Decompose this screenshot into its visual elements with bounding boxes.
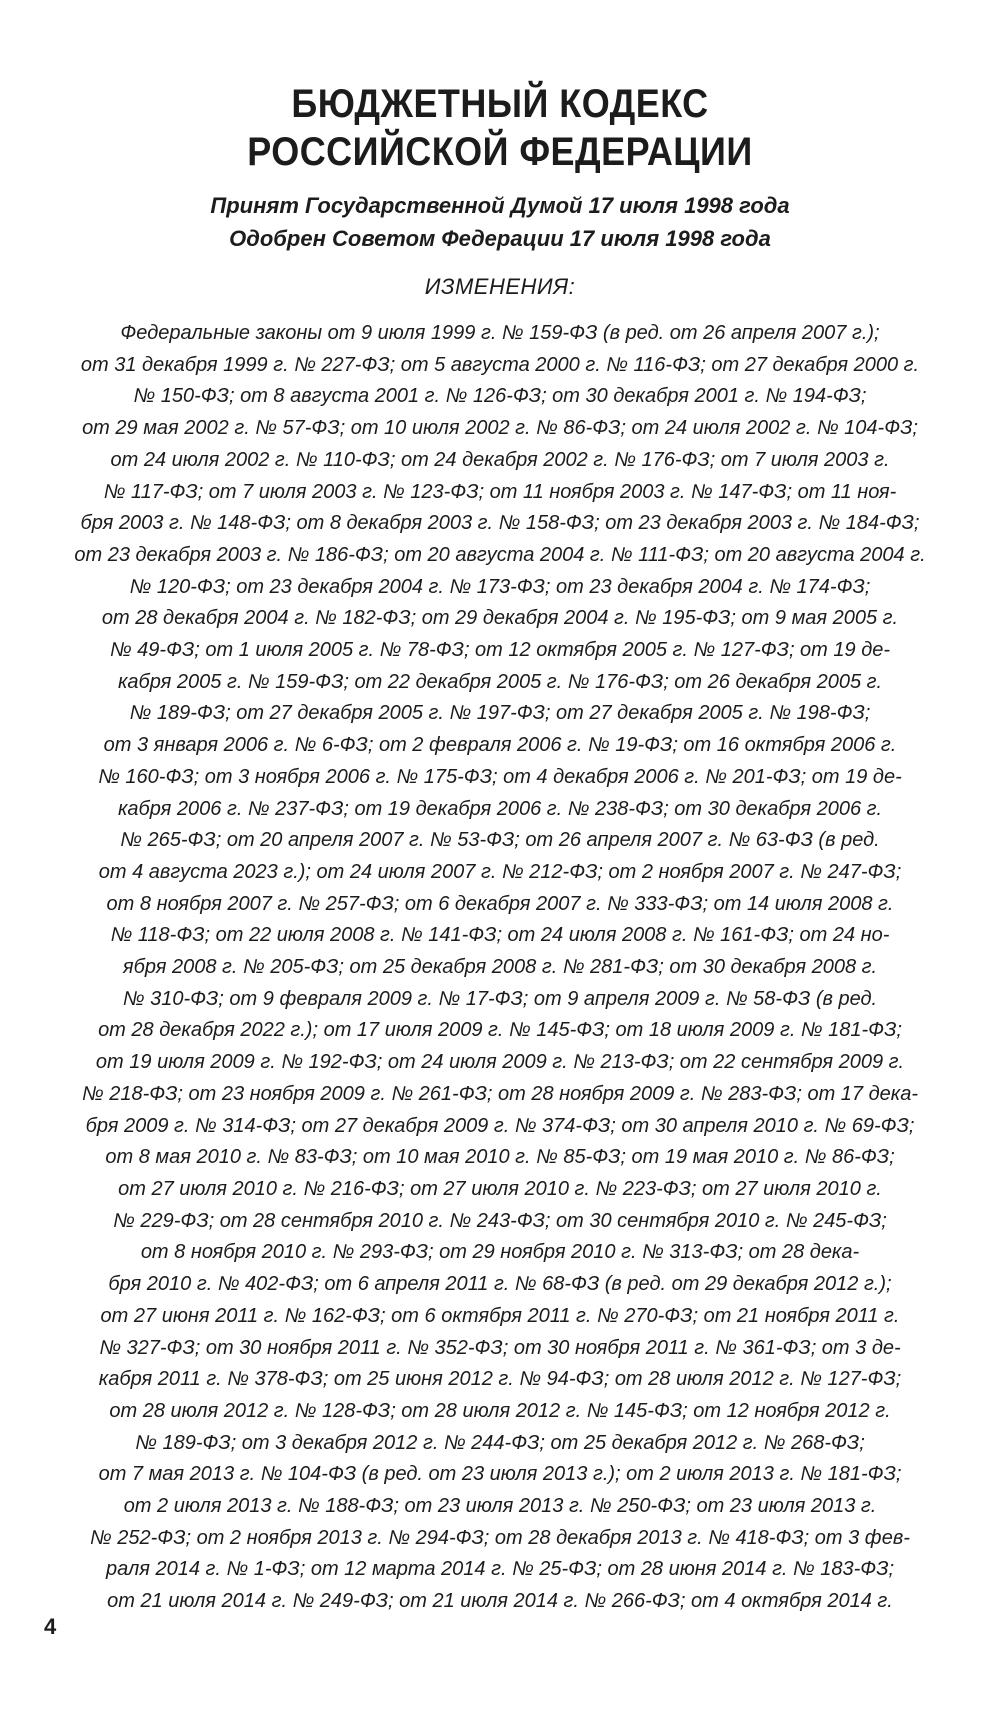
amendment-line: бря 2010 г. № 402-ФЗ; от 6 апреля 2011 г. № 68-ФЗ (в ред. от 29 декабря 2012 г.); bbox=[108, 1273, 892, 1296]
amendment-line: бря 2003 г. № 148-ФЗ; от 8 декабря 2003 г. № 158-ФЗ; от 23 декабря 2003 г. № 184-ФЗ; bbox=[80, 512, 920, 535]
amendment-line: № 327-ФЗ; от 30 ноября 2011 г. № 352-ФЗ; от 30 ноября 2011 г. № 361-ФЗ; от 3 де- bbox=[99, 1336, 901, 1359]
amendment-line: кабря 2005 г. № 159-ФЗ; от 22 декабря 2005 г. № 176-ФЗ; от 26 декабря 2005 г. bbox=[117, 670, 883, 693]
amendment-line: № 160-ФЗ; от 3 ноября 2006 г. № 175-ФЗ; от 4 декабря 2006 г. № 201-ФЗ; от 19 де- bbox=[98, 765, 902, 788]
amendment-line: ября 2008 г. № 205-ФЗ; от 25 декабря 2008 г. № 281-ФЗ; от 30 декабря 2008 г. bbox=[122, 956, 878, 979]
amendment-line: № 189-ФЗ; от 3 декабря 2012 г. № 244-ФЗ; от 25 декабря 2012 г. № 268-ФЗ; bbox=[135, 1431, 865, 1454]
amendment-line: от 23 декабря 2003 г. № 186-ФЗ; от 20 августа 2004 г. № 111-ФЗ; от 20 августа 2004 г. bbox=[74, 543, 926, 566]
amendment-line: кабря 2006 г. № 237-ФЗ; от 19 декабря 2006 г. № 238-ФЗ; от 30 декабря 2006 г. bbox=[117, 797, 883, 820]
amendment-line: от 31 декабря 1999 г. № 227-ФЗ; от 5 августа 2000 г. № 116-ФЗ; от 27 декабря 2000 г. bbox=[80, 353, 920, 376]
amendment-line: от 28 декабря 2004 г. № 182-ФЗ; от 29 декабря 2004 г. № 195-ФЗ; от 9 мая 2005 г. bbox=[101, 607, 899, 630]
amendment-line: от 7 мая 2013 г. № 104-ФЗ (в ред. от 23 июля 2013 г.); от 2 июля 2013 г. № 181-ФЗ; bbox=[98, 1463, 902, 1486]
amendment-line: бря 2009 г. № 314-ФЗ; от 27 декабря 2009 г. № 374-ФЗ; от 30 апреля 2010 г. № 69-ФЗ; bbox=[85, 1114, 915, 1137]
amendment-line: № 310-ФЗ; от 9 февраля 2009 г. № 17-ФЗ; от 9 апреля 2009 г. № 58-ФЗ (в ред. bbox=[122, 987, 878, 1010]
amendment-line: № 49-ФЗ; от 1 июля 2005 г. № 78-ФЗ; от 12 октября 2005 г. № 127-ФЗ; от 19 де- bbox=[109, 639, 891, 662]
changes-heading: ИЗМЕНЕНИЯ: bbox=[424, 274, 576, 299]
amendments-list bbox=[45, 318, 955, 1618]
amendment-line: от 3 января 2006 г. № 6-ФЗ; от 2 февраля 2006 г. № 19-ФЗ; от 16 октября 2006 г. bbox=[103, 734, 897, 757]
page-number: 4 bbox=[44, 1614, 57, 1639]
adoption-note: Принят Государственной Думой 17 июля 1998 года bbox=[210, 193, 790, 218]
document-title-line-2: РОССИЙСКОЙ ФЕДЕРАЦИИ bbox=[247, 130, 753, 174]
amendment-line: кабря 2011 г. № 378-ФЗ; от 25 июня 2012 г. № 94-ФЗ; от 28 июля 2012 г. № 127-ФЗ; bbox=[98, 1368, 902, 1391]
amendment-line: от 19 июля 2009 г. № 192-ФЗ; от 24 июля 2009 г. № 213-ФЗ; от 22 сентября 2009 г. bbox=[95, 1051, 905, 1074]
amendment-line: № 117-ФЗ; от 7 июля 2003 г. № 123-ФЗ; от 11 ноября 2003 г. № 147-ФЗ; от 11 ноя- bbox=[103, 480, 897, 503]
amendment-line: раля 2014 г. № 1-ФЗ; от 12 марта 2014 г. № 25-ФЗ; от 28 июня 2014 г. № 183-ФЗ; bbox=[105, 1558, 895, 1581]
amendment-line: от 2 июля 2013 г. № 188-ФЗ; от 23 июля 2013 г. № 250-ФЗ; от 23 июля 2013 г. bbox=[123, 1495, 877, 1518]
amendment-line: от 21 июля 2014 г. № 249-ФЗ; от 21 июля 2014 г. № 266-ФЗ; от 4 октября 2014 г. bbox=[107, 1590, 893, 1613]
amendment-line: от 27 июля 2010 г. № 216-ФЗ; от 27 июля 2010 г. № 223-ФЗ; от 27 июля 2010 г. bbox=[118, 1177, 882, 1200]
amendment-line: № 118-ФЗ; от 22 июля 2008 г. № 141-ФЗ; от 24 июля 2008 г. № 161-ФЗ; от 24 но- bbox=[110, 924, 890, 947]
amendment-line: № 189-ФЗ; от 27 декабря 2005 г. № 197-ФЗ; от 27 декабря 2005 г. № 198-ФЗ; bbox=[129, 702, 871, 725]
amendment-line: № 229-ФЗ; от 28 сентября 2010 г. № 243-ФЗ; от 30 сентября 2010 г. № 245-ФЗ; bbox=[113, 1209, 887, 1232]
amendment-line: № 265-ФЗ; от 20 апреля 2007 г. № 53-ФЗ; от 26 апреля 2007 г. № 63-ФЗ (в ред. bbox=[120, 829, 880, 852]
amendment-line: от 28 июля 2012 г. № 128-ФЗ; от 28 июля 2012 г. № 145-ФЗ; от 12 ноября 2012 г. bbox=[109, 1399, 891, 1422]
amendment-line: от 8 ноября 2007 г. № 257-ФЗ; от 6 декабря 2007 г. № 333-ФЗ; от 14 июля 2008 г. bbox=[106, 892, 894, 915]
amendment-line: от 8 мая 2010 г. № 83-ФЗ; от 10 мая 2010 г. № 85-ФЗ; от 19 мая 2010 г. № 86-ФЗ; bbox=[105, 1146, 895, 1169]
amendment-line: № 218-ФЗ; от 23 ноября 2009 г. № 261-ФЗ; от 28 ноября 2009 г. № 283-ФЗ; от 17 дека- bbox=[81, 1082, 918, 1105]
approval-note: Одобрен Советом Федерации 17 июля 1998 года bbox=[229, 226, 771, 251]
document-title-line-1: БЮДЖЕТНЫЙ КОДЕКС bbox=[291, 82, 709, 126]
amendment-line: Федеральные законы от 9 июля 1999 г. № 159-ФЗ (в ред. от 26 апреля 2007 г.); bbox=[120, 322, 880, 344]
amendment-line: № 150-ФЗ; от 8 августа 2001 г. № 126-ФЗ; от 30 декабря 2001 г. № 194-ФЗ; bbox=[133, 385, 867, 408]
amendment-line: от 28 декабря 2022 г.); от 17 июля 2009 г. № 145-ФЗ; от 18 июля 2009 г. № 181-ФЗ; bbox=[98, 1019, 902, 1042]
amendment-line: от 24 июля 2002 г. № 110-ФЗ; от 24 декабря 2002 г. № 176-ФЗ; от 7 июля 2003 г. bbox=[110, 448, 890, 471]
amendment-line: № 252-ФЗ; от 2 ноября 2013 г. № 294-ФЗ; от 28 декабря 2013 г. № 418-ФЗ; от 3 фев- bbox=[90, 1526, 910, 1549]
amendment-line: от 29 мая 2002 г. № 57-ФЗ; от 10 июля 2002 г. № 86-ФЗ; от 24 июля 2002 г. № 104-ФЗ; bbox=[82, 417, 918, 440]
amendment-line: от 8 ноября 2010 г. № 293-ФЗ; от 29 ноября 2010 г. № 313-ФЗ; от 28 дека- bbox=[140, 1241, 860, 1264]
amendment-line: от 27 июня 2011 г. № 162-ФЗ; от 6 октября 2011 г. № 270-ФЗ; от 21 ноября 2011 г. bbox=[100, 1304, 900, 1327]
amendment-line: № 120-ФЗ; от 23 декабря 2004 г. № 173-ФЗ; от 23 декабря 2004 г. № 174-ФЗ; bbox=[129, 575, 871, 598]
amendment-line: от 4 августа 2023 г.); от 24 июля 2007 г. № 212-ФЗ; от 2 ноября 2007 г. № 247-ФЗ; bbox=[98, 860, 902, 883]
